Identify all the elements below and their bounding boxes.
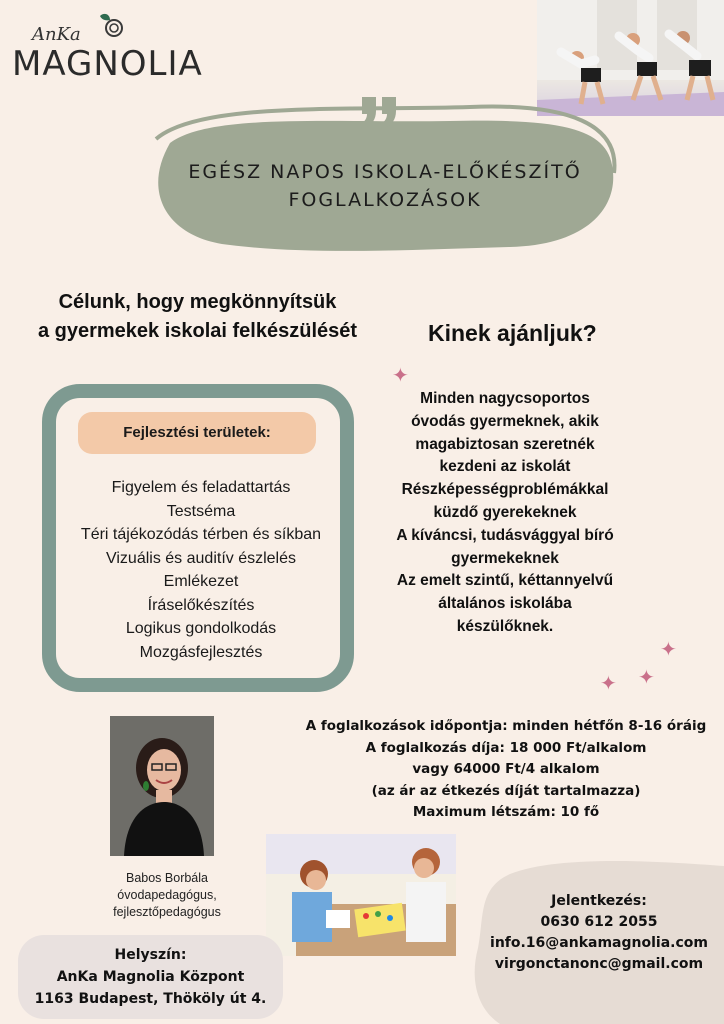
logo bbox=[12, 10, 212, 82]
contact-email[interactable]: virgonctanonc@gmail.com bbox=[494, 956, 704, 972]
list-item: Logikus gondolkodás bbox=[125, 620, 277, 637]
teacher-role: óvodapedagógus, bbox=[117, 888, 217, 902]
list-item: Íráselőkészítés bbox=[147, 596, 255, 614]
goal-statement bbox=[10, 288, 385, 346]
teacher-photo bbox=[110, 716, 214, 856]
list-item: Emlékezet bbox=[163, 573, 239, 590]
location-label: Helyszín: bbox=[114, 947, 187, 963]
contact-email[interactable]: info.16@ankamagnolia.com bbox=[490, 935, 708, 951]
list-item: készülőknek. bbox=[456, 617, 554, 635]
schedule-line: vagy 64000 Ft/4 alkalom bbox=[412, 761, 600, 777]
development-heading: Fejlesztési területek: bbox=[78, 412, 316, 454]
sparkle-star-icon: ✦ bbox=[600, 673, 617, 695]
schedule-info bbox=[296, 716, 716, 824]
list-item: Részképességproblémákkal bbox=[401, 481, 609, 499]
list-item: Vizuális és auditív észlelés bbox=[105, 549, 297, 567]
list-item: Téri tájékozódás térben és síkban bbox=[80, 526, 322, 543]
teacher-role: fejlesztőpedagógus bbox=[113, 905, 221, 919]
list-item: Az emelt szintű, kéttannyelvű bbox=[396, 572, 614, 590]
page-title bbox=[160, 158, 610, 214]
teacher-name: Babos Borbála bbox=[125, 871, 208, 885]
teacher-caption bbox=[82, 870, 252, 921]
title-line-2: FOGLALKOZÁSOK bbox=[288, 189, 482, 211]
list-item: magabiztosan szeretnék bbox=[415, 435, 595, 453]
list-item: kezdeni az iskolát bbox=[439, 458, 571, 476]
contact-phone[interactable]: 0630 612 2055 bbox=[540, 914, 658, 930]
magnolia-leaf-icon bbox=[94, 12, 128, 42]
logo-script: AnKa bbox=[32, 24, 81, 45]
contact-info bbox=[474, 891, 724, 975]
development-list bbox=[56, 476, 346, 664]
schedule-line: A foglalkozások időpontja: minden hétfőn 8-16 óráig bbox=[305, 718, 707, 734]
list-item: óvodás gyermeknek, akik bbox=[411, 412, 599, 430]
logo-brand: MAGNOLIA bbox=[12, 44, 203, 84]
goal-line-1: Célunk, hogy megkönnyítsük bbox=[58, 291, 337, 313]
sparkle-star-icon: ✦ bbox=[638, 667, 655, 689]
who-heading: Kinek ajánljuk? bbox=[428, 320, 597, 346]
list-item: A kíváncsi, tudásvággyal bíró bbox=[396, 526, 614, 544]
list-item: általános iskolába bbox=[438, 595, 572, 613]
list-item: küzdő gyerekeknek bbox=[433, 503, 577, 521]
schedule-line: (az ár az étkezés díját tartalmazza) bbox=[371, 782, 641, 799]
contact-label: Jelentkezés: bbox=[551, 893, 647, 909]
location-info bbox=[18, 944, 283, 1010]
list-item: Testséma bbox=[166, 502, 236, 520]
recommendation-list bbox=[380, 388, 630, 639]
location-name: AnKa Magnolia Központ bbox=[56, 969, 245, 985]
location-address: 1163 Budapest, Thököly út 4. bbox=[34, 991, 267, 1007]
goal-line-2: a gyermekek iskolai felkészülését bbox=[37, 320, 358, 342]
kids-activity-photo bbox=[266, 834, 456, 956]
title-line-1: EGÉSZ NAPOS ISKOLA-ELŐKÉSZÍTŐ bbox=[188, 161, 582, 183]
schedule-line: A foglalkozás díja: 18 000 Ft/alkalom bbox=[365, 739, 647, 756]
sparkle-star-icon: ✦ bbox=[392, 365, 409, 387]
sparkle-star-icon: ✦ bbox=[660, 639, 677, 661]
list-item: Minden nagycsoportos bbox=[420, 390, 590, 407]
list-item: gyermekeknek bbox=[451, 549, 559, 567]
list-item: Mozgásfejlesztés bbox=[139, 643, 263, 661]
schedule-line: Maximum létszám: 10 fő bbox=[412, 804, 600, 820]
list-item: Figyelem és feladattartás bbox=[111, 479, 291, 496]
